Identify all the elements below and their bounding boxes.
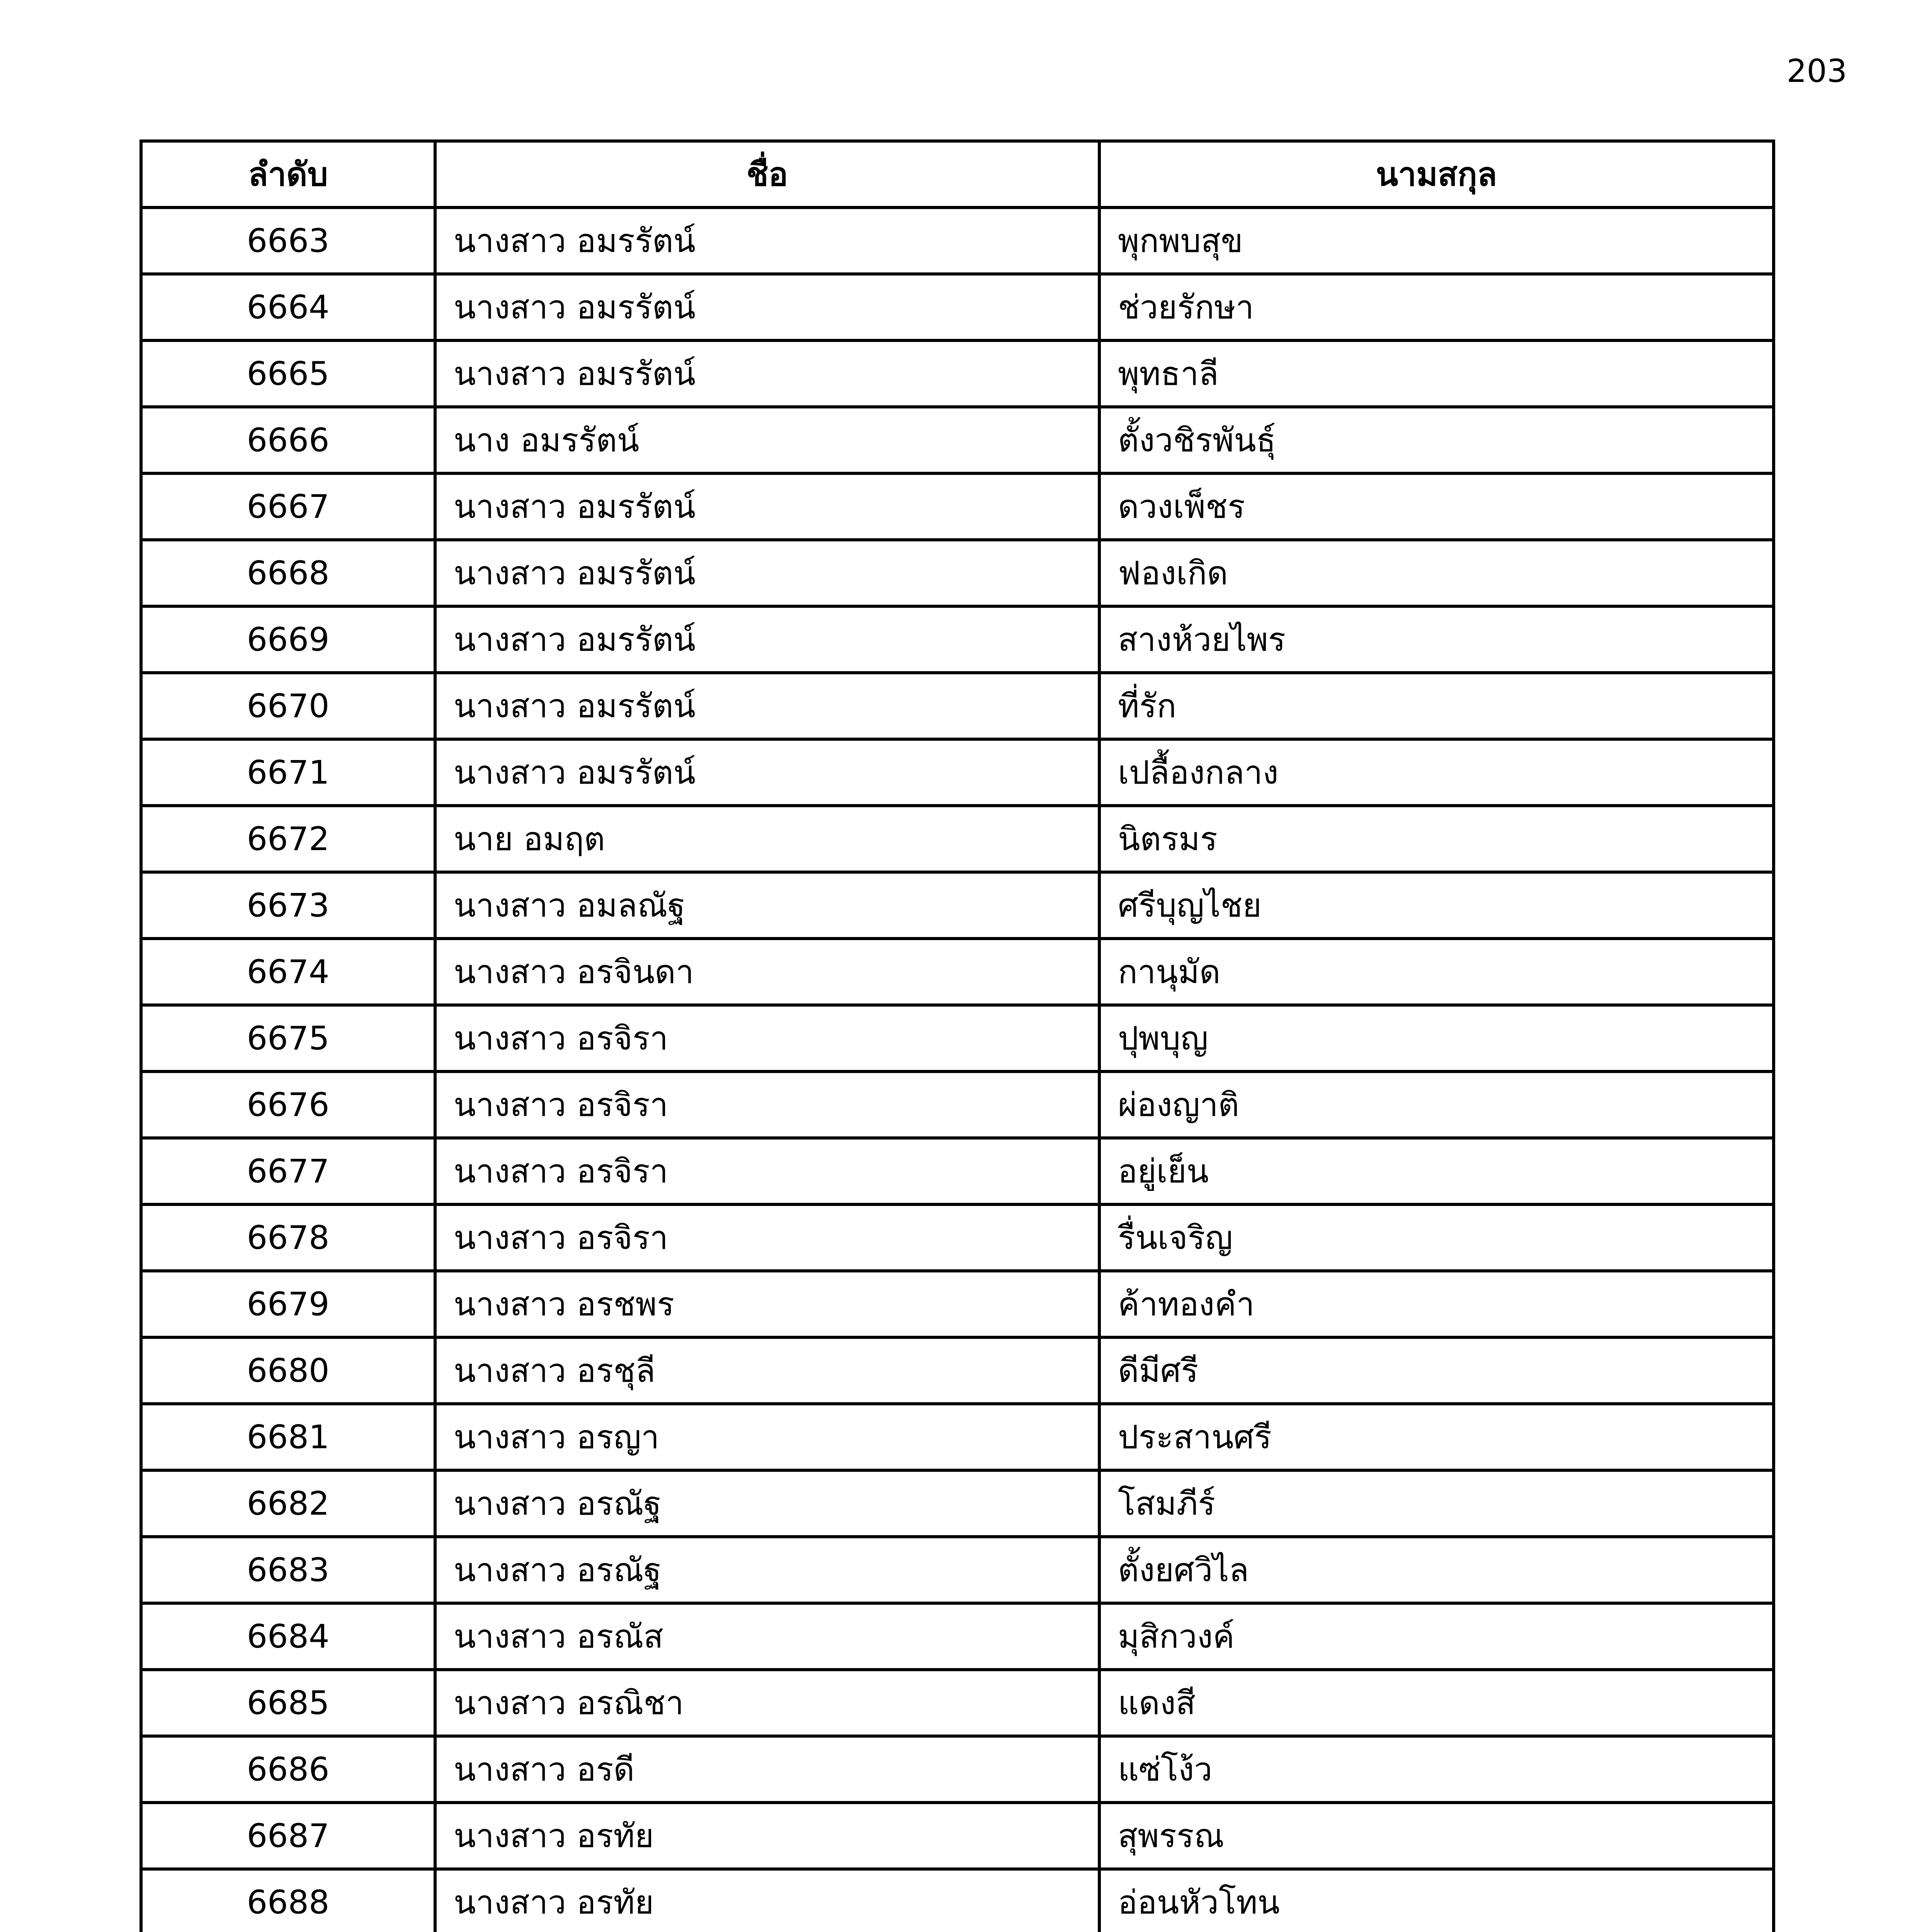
name-cell: นางสาว อรทัย xyxy=(435,1869,1099,1932)
row-number-cell: 6686 xyxy=(141,1736,435,1803)
row-number-cell: 6668 xyxy=(141,540,435,606)
surname-cell: มุสิกวงค์ xyxy=(1099,1603,1774,1670)
column-header-name: ชื่อ xyxy=(435,141,1099,207)
name-cell: นางสาว อมรรัตน์ xyxy=(435,473,1099,540)
row-number-cell: 6675 xyxy=(141,1005,435,1071)
surname-cell: อยู่เย็น xyxy=(1099,1138,1774,1204)
table-row xyxy=(141,1736,1774,1803)
column-header-no: ลำดับ xyxy=(141,141,435,207)
surname-cell: ตั้งยศวิไล xyxy=(1099,1537,1774,1603)
name-cell: นางสาว อมรรัตน์ xyxy=(435,340,1099,407)
row-number-cell: 6681 xyxy=(141,1404,435,1470)
name-cell: นาย อมฤต xyxy=(435,806,1099,872)
name-cell: นางสาว อมรรัตน์ xyxy=(435,274,1099,340)
name-cell: นางสาว อมรรัตน์ xyxy=(435,207,1099,274)
row-number-cell: 6687 xyxy=(141,1803,435,1869)
name-cell: นางสาว อรจิรา xyxy=(435,1005,1099,1071)
name-cell: นางสาว อรทัย xyxy=(435,1803,1099,1869)
table-row xyxy=(141,806,1774,872)
surname-cell: ช่วยรักษา xyxy=(1099,274,1774,340)
row-number-cell: 6684 xyxy=(141,1603,435,1670)
row-number-cell: 6685 xyxy=(141,1670,435,1736)
table-row xyxy=(141,1271,1774,1337)
row-number-cell: 6682 xyxy=(141,1470,435,1537)
name-cell: นางสาว อรจิรา xyxy=(435,1204,1099,1271)
surname-cell: สุพรรณ xyxy=(1099,1803,1774,1869)
surname-cell: ดีมีศรี xyxy=(1099,1337,1774,1404)
surname-cell: กานุมัด xyxy=(1099,939,1774,1005)
surname-cell: โสมภีร์ xyxy=(1099,1470,1774,1537)
surname-cell: ดวงเพ็ชร xyxy=(1099,473,1774,540)
row-number-cell: 6664 xyxy=(141,274,435,340)
surname-cell: แดงสี xyxy=(1099,1670,1774,1736)
name-cell: นางสาว อรดี xyxy=(435,1736,1099,1803)
surname-cell: ฟองเกิด xyxy=(1099,540,1774,606)
name-cell: นางสาว อมรรัตน์ xyxy=(435,540,1099,606)
name-cell: นางสาว อมรรัตน์ xyxy=(435,606,1099,673)
surname-cell: นิตรมร xyxy=(1099,806,1774,872)
name-cell: นางสาว อรชพร xyxy=(435,1271,1099,1337)
name-cell: นางสาว อมรรัตน์ xyxy=(435,739,1099,806)
row-number-cell: 6671 xyxy=(141,739,435,806)
surname-cell: เปลื้องกลาง xyxy=(1099,739,1774,806)
name-cell: นาง อมรรัตน์ xyxy=(435,407,1099,473)
page-number: 203 xyxy=(1786,53,1847,90)
name-cell: นางสาว อรชุลี xyxy=(435,1337,1099,1404)
name-cell: นางสาว อรณัฐ xyxy=(435,1470,1099,1537)
row-number-cell: 6670 xyxy=(141,673,435,739)
name-cell: นางสาว อรณัฐ xyxy=(435,1537,1099,1603)
table-row xyxy=(141,1670,1774,1736)
name-roster-table xyxy=(139,139,1775,1932)
row-number-cell: 6679 xyxy=(141,1271,435,1337)
name-cell: นางสาว อรจิรา xyxy=(435,1071,1099,1138)
surname-cell: ผ่องญาติ xyxy=(1099,1071,1774,1138)
row-number-cell: 6677 xyxy=(141,1138,435,1204)
table-row xyxy=(141,606,1774,673)
row-number-cell: 6680 xyxy=(141,1337,435,1404)
surname-cell: พุทธาลี xyxy=(1099,340,1774,407)
table-row xyxy=(141,1869,1774,1932)
table-row xyxy=(141,473,1774,540)
row-number-cell: 6672 xyxy=(141,806,435,872)
table-row xyxy=(141,340,1774,407)
table-row xyxy=(141,1071,1774,1138)
surname-cell: ประสานศรี xyxy=(1099,1404,1774,1470)
row-number-cell: 6665 xyxy=(141,340,435,407)
table-row xyxy=(141,1404,1774,1470)
table-row xyxy=(141,1005,1774,1071)
row-number-cell: 6678 xyxy=(141,1204,435,1271)
name-cell: นางสาว อรณิชา xyxy=(435,1670,1099,1736)
name-cell: นางสาว อมลณัฐ xyxy=(435,872,1099,939)
name-cell: นางสาว อรณัส xyxy=(435,1603,1099,1670)
surname-cell: สางห้วยไพร xyxy=(1099,606,1774,673)
row-number-cell: 6666 xyxy=(141,407,435,473)
table-row xyxy=(141,1537,1774,1603)
surname-cell: แซ่โง้ว xyxy=(1099,1736,1774,1803)
table-row xyxy=(141,939,1774,1005)
column-header-surname: นามสกุล xyxy=(1099,141,1774,207)
row-number-cell: 6663 xyxy=(141,207,435,274)
table-row xyxy=(141,872,1774,939)
surname-cell: ค้าทองคำ xyxy=(1099,1271,1774,1337)
surname-cell: รื่นเจริญ xyxy=(1099,1204,1774,1271)
table-row xyxy=(141,407,1774,473)
name-cell: นางสาว อรจิรา xyxy=(435,1138,1099,1204)
table-row xyxy=(141,1204,1774,1271)
surname-cell: ที่รัก xyxy=(1099,673,1774,739)
table-row xyxy=(141,1138,1774,1204)
table-row xyxy=(141,1337,1774,1404)
name-cell: นางสาว อรญา xyxy=(435,1404,1099,1470)
surname-cell: พุกพบสุข xyxy=(1099,207,1774,274)
row-number-cell: 6669 xyxy=(141,606,435,673)
table-row xyxy=(141,1470,1774,1537)
row-number-cell: 6673 xyxy=(141,872,435,939)
row-number-cell: 6676 xyxy=(141,1071,435,1138)
table-row xyxy=(141,274,1774,340)
surname-cell: อ่อนหัวโทน xyxy=(1099,1869,1774,1932)
table-row xyxy=(141,540,1774,606)
table-row xyxy=(141,207,1774,274)
row-number-cell: 6688 xyxy=(141,1869,435,1932)
table-header-row xyxy=(141,141,1774,207)
surname-cell: ปุพบุญ xyxy=(1099,1005,1774,1071)
table-row xyxy=(141,1603,1774,1670)
table-row xyxy=(141,1803,1774,1869)
name-cell: นางสาว อมรรัตน์ xyxy=(435,673,1099,739)
surname-cell: ศรีบุญไชย xyxy=(1099,872,1774,939)
table-body xyxy=(141,207,1774,1932)
table-row xyxy=(141,673,1774,739)
name-cell: นางสาว อรจินดา xyxy=(435,939,1099,1005)
row-number-cell: 6674 xyxy=(141,939,435,1005)
surname-cell: ตั้งวชิรพันธุ์ xyxy=(1099,407,1774,473)
row-number-cell: 6667 xyxy=(141,473,435,540)
row-number-cell: 6683 xyxy=(141,1537,435,1603)
table-row xyxy=(141,739,1774,806)
